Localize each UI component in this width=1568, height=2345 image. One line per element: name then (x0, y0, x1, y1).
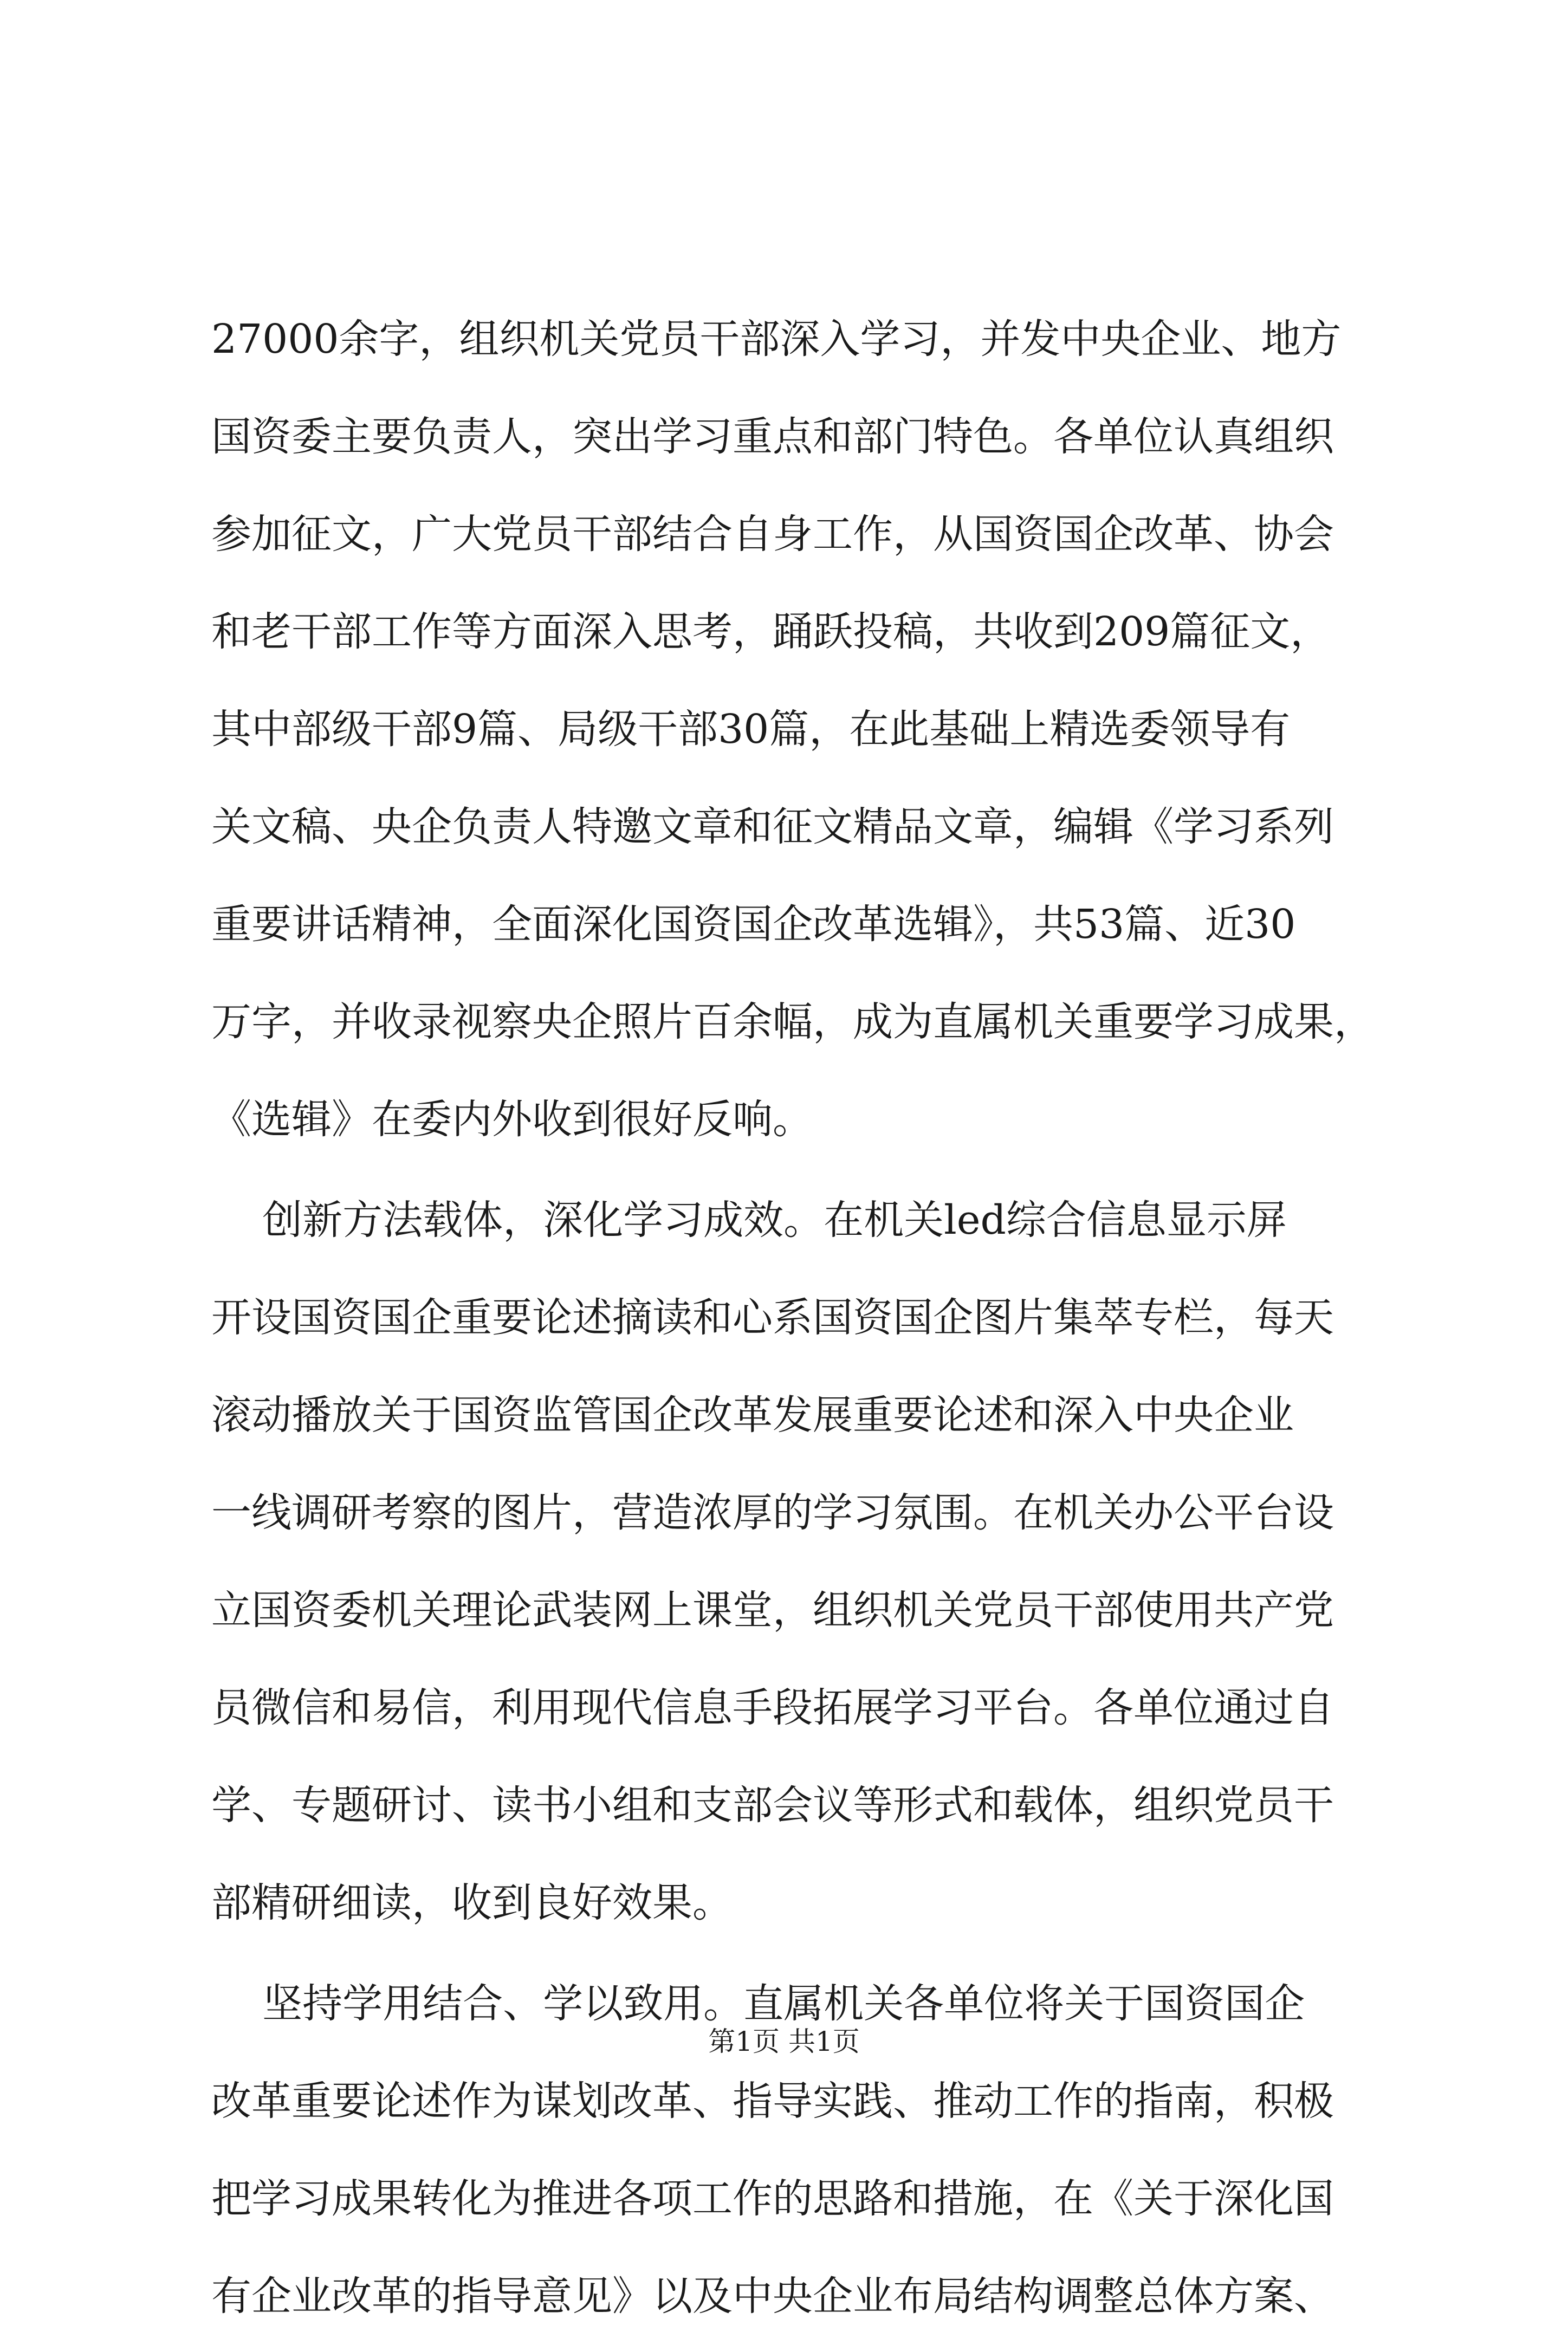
text-line: 重要讲话精神，全面深化国资国企改革选辑》，共53篇、近30 (211, 901, 1296, 948)
text-line: 开设国资国企重要论述摘读和心系国资国企图片集萃专栏，每天 (211, 1294, 1334, 1341)
text-line: 一线调研考察的图片，营造浓厚的学习氛围。在机关办公平台设 (211, 1489, 1334, 1536)
page-footer: 第1页 共1页 (708, 2026, 860, 2057)
paragraph-3 (211, 1955, 1371, 2345)
text-line: 立国资委机关理论武装网上课堂，组织机关党员干部使用共产党 (211, 1587, 1334, 1634)
text-line: 和老干部工作等方面深入思考，踊跃投稿，共收到209篇征文， (211, 608, 1331, 655)
text-line: 把学习成果转化为推进各项工作的思路和措施，在《关于深化国 (211, 2175, 1334, 2222)
text-line: 滚动播放关于国资监管国企改革发展重要论述和深入中央企业 (211, 1392, 1294, 1439)
text-line: 改革重要论述作为谋划改革、指导实践、推动工作的指南，积极 (211, 2078, 1334, 2124)
paragraph-1 (211, 290, 1374, 1168)
text-line: 坚持学用结合、学以致用。直属机关各单位将关于国资国企 (211, 1980, 1305, 2027)
text-line: 参加征文，广大党员干部结合自身工作，从国资国企改革、协会 (211, 511, 1334, 558)
text-line: 有企业改革的指导意见》以及中央企业布局结构调整总体方案、 (211, 2273, 1334, 2320)
text-line: 国资委主要负责人，突出学习重点和部门特色。各单位认真组织 (211, 413, 1334, 460)
paragraph-2 (211, 1171, 1371, 1952)
text-line: 万字，并收录视察央企照片百余幅，成为直属机关重要学习成果， (211, 999, 1374, 1045)
text-line: 《选辑》在委内外收到很好反响。 (211, 1096, 813, 1143)
text-line: 学、专题研讨、读书小组和支部会议等形式和载体，组织党员干 (211, 1782, 1334, 1829)
text-line: 部精研细读，收到良好效果。 (211, 1880, 733, 1926)
text-line: 关文稿、央企负责人特邀文章和征文精品文章，编辑《学习系列 (211, 804, 1334, 850)
text-line: 其中部级干部9篇、局级干部30篇，在此基础上精选委领导有 (211, 706, 1291, 753)
text-line: 27000余字，组织机关党员干部深入学习，并发中央企业、地方 (211, 316, 1342, 362)
text-line: 创新方法载体，深化学习成效。在机关led综合信息显示屏 (211, 1197, 1287, 1243)
text-line: 员微信和易信，利用现代信息手段拓展学习平台。各单位通过自 (211, 1685, 1334, 1731)
